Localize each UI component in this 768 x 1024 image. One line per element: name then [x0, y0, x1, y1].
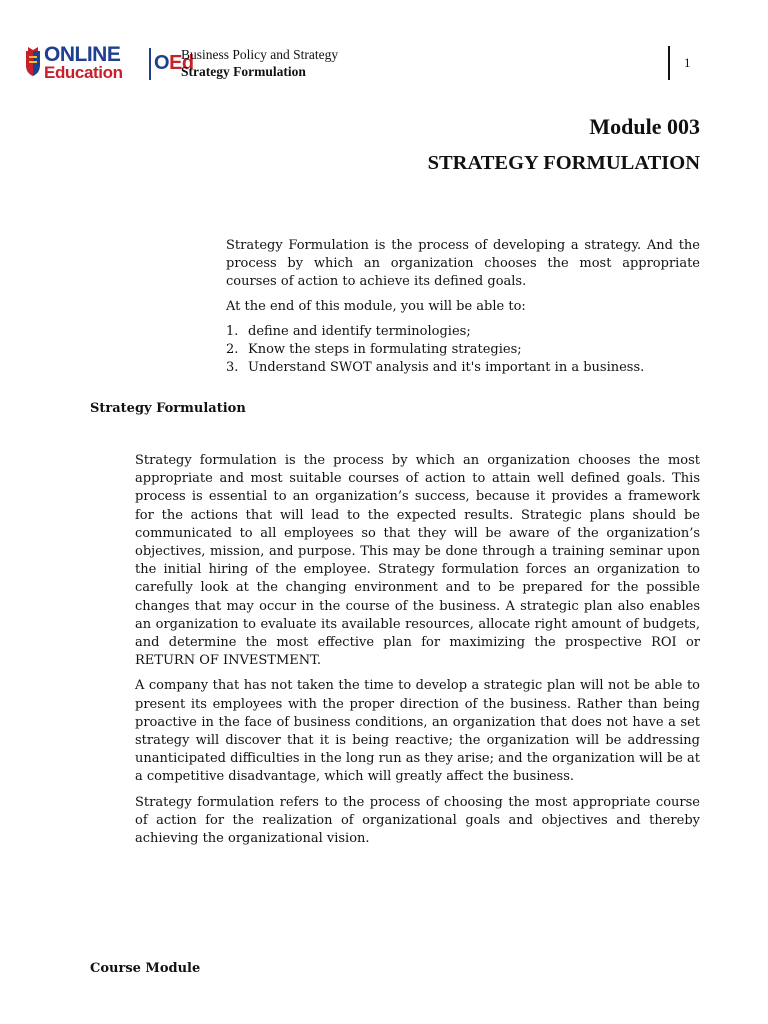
objective-number: 3.	[226, 360, 239, 375]
module-title: STRATEGY FORMULATION	[427, 152, 700, 174]
logo-word-online: ONLINE	[44, 43, 121, 66]
crest-icon	[24, 47, 42, 77]
objective-text: define and identify terminologies;	[248, 324, 471, 339]
objective-item	[226, 359, 700, 377]
objective-item	[226, 341, 700, 359]
objectives-list	[226, 323, 700, 377]
intro-block	[226, 237, 700, 377]
footer-label: Course Module	[90, 961, 201, 976]
online-education-logo	[24, 43, 194, 86]
body-paragraph: A company that has not taken the time to develop a strategic plan will not be able to present its employees with the proper direction of the business. Rather than being proactive in the face of business conditions, an organization that does not have a set strategy will discover that it is being reactive; the organization will be addressing unanticipated difficulties in the long run as they arise; and the organization will be at a competitive disadvantage, which will greatly affect the business.	[135, 678, 700, 785]
section-body	[135, 452, 700, 855]
logo-word-oed: OEd	[154, 52, 194, 74]
logo-word-education: Education	[44, 63, 123, 82]
objectives-lead: At the end of this module, you will be able to:	[226, 299, 526, 314]
intro-definition: Strategy Formulation is the process of developing a strategy. And the process by which an organization chooses the most appropriate courses of action to achieve its defined goals.	[226, 238, 700, 289]
course-name: Business Policy and Strategy	[181, 47, 339, 62]
page-number-divider	[668, 46, 670, 80]
body-paragraph: Strategy formulation is the process by which an organization chooses the most appropriate and most suitable courses of action to attain well defined goals. This process is essential to an organization’s success, because it provides a framework for the actions that will lead to the expected results. Strategic plans should be communicated to all employees so that they will be aware of the organization’s objectives, mission, and purpose. This may be done through a training seminar upon the initial hiring of the employee. Strategy formulation forces an organization to carefully look at the changing environment and to be prepared for the possible changes that may occur in the course of the business. A strategic plan also enables an organization to evaluate its available resources, allocate right amount of budgets, and determine the most effective plan for maximizing the prospective ROI or RETURN OF INVESTMENT.	[135, 453, 700, 669]
objective-text: Know the steps in formulating strategies;	[248, 342, 522, 357]
objective-text: Understand SWOT analysis and it's important in a business.	[248, 360, 645, 375]
topic-name: Strategy Formulation	[181, 64, 306, 79]
objective-item	[226, 323, 700, 341]
objective-number: 2.	[226, 342, 239, 357]
section-heading: Strategy Formulation	[90, 401, 246, 416]
module-number: Module 003	[589, 114, 700, 139]
body-paragraph: Strategy formulation refers to the process of choosing the most appropriate course of action for the realization of organizational goals and objectives and thereby achieving the organizational vision.	[135, 794, 700, 847]
page-number: 1	[684, 55, 691, 70]
logo-divider	[149, 48, 151, 80]
objective-number: 1.	[226, 324, 239, 339]
